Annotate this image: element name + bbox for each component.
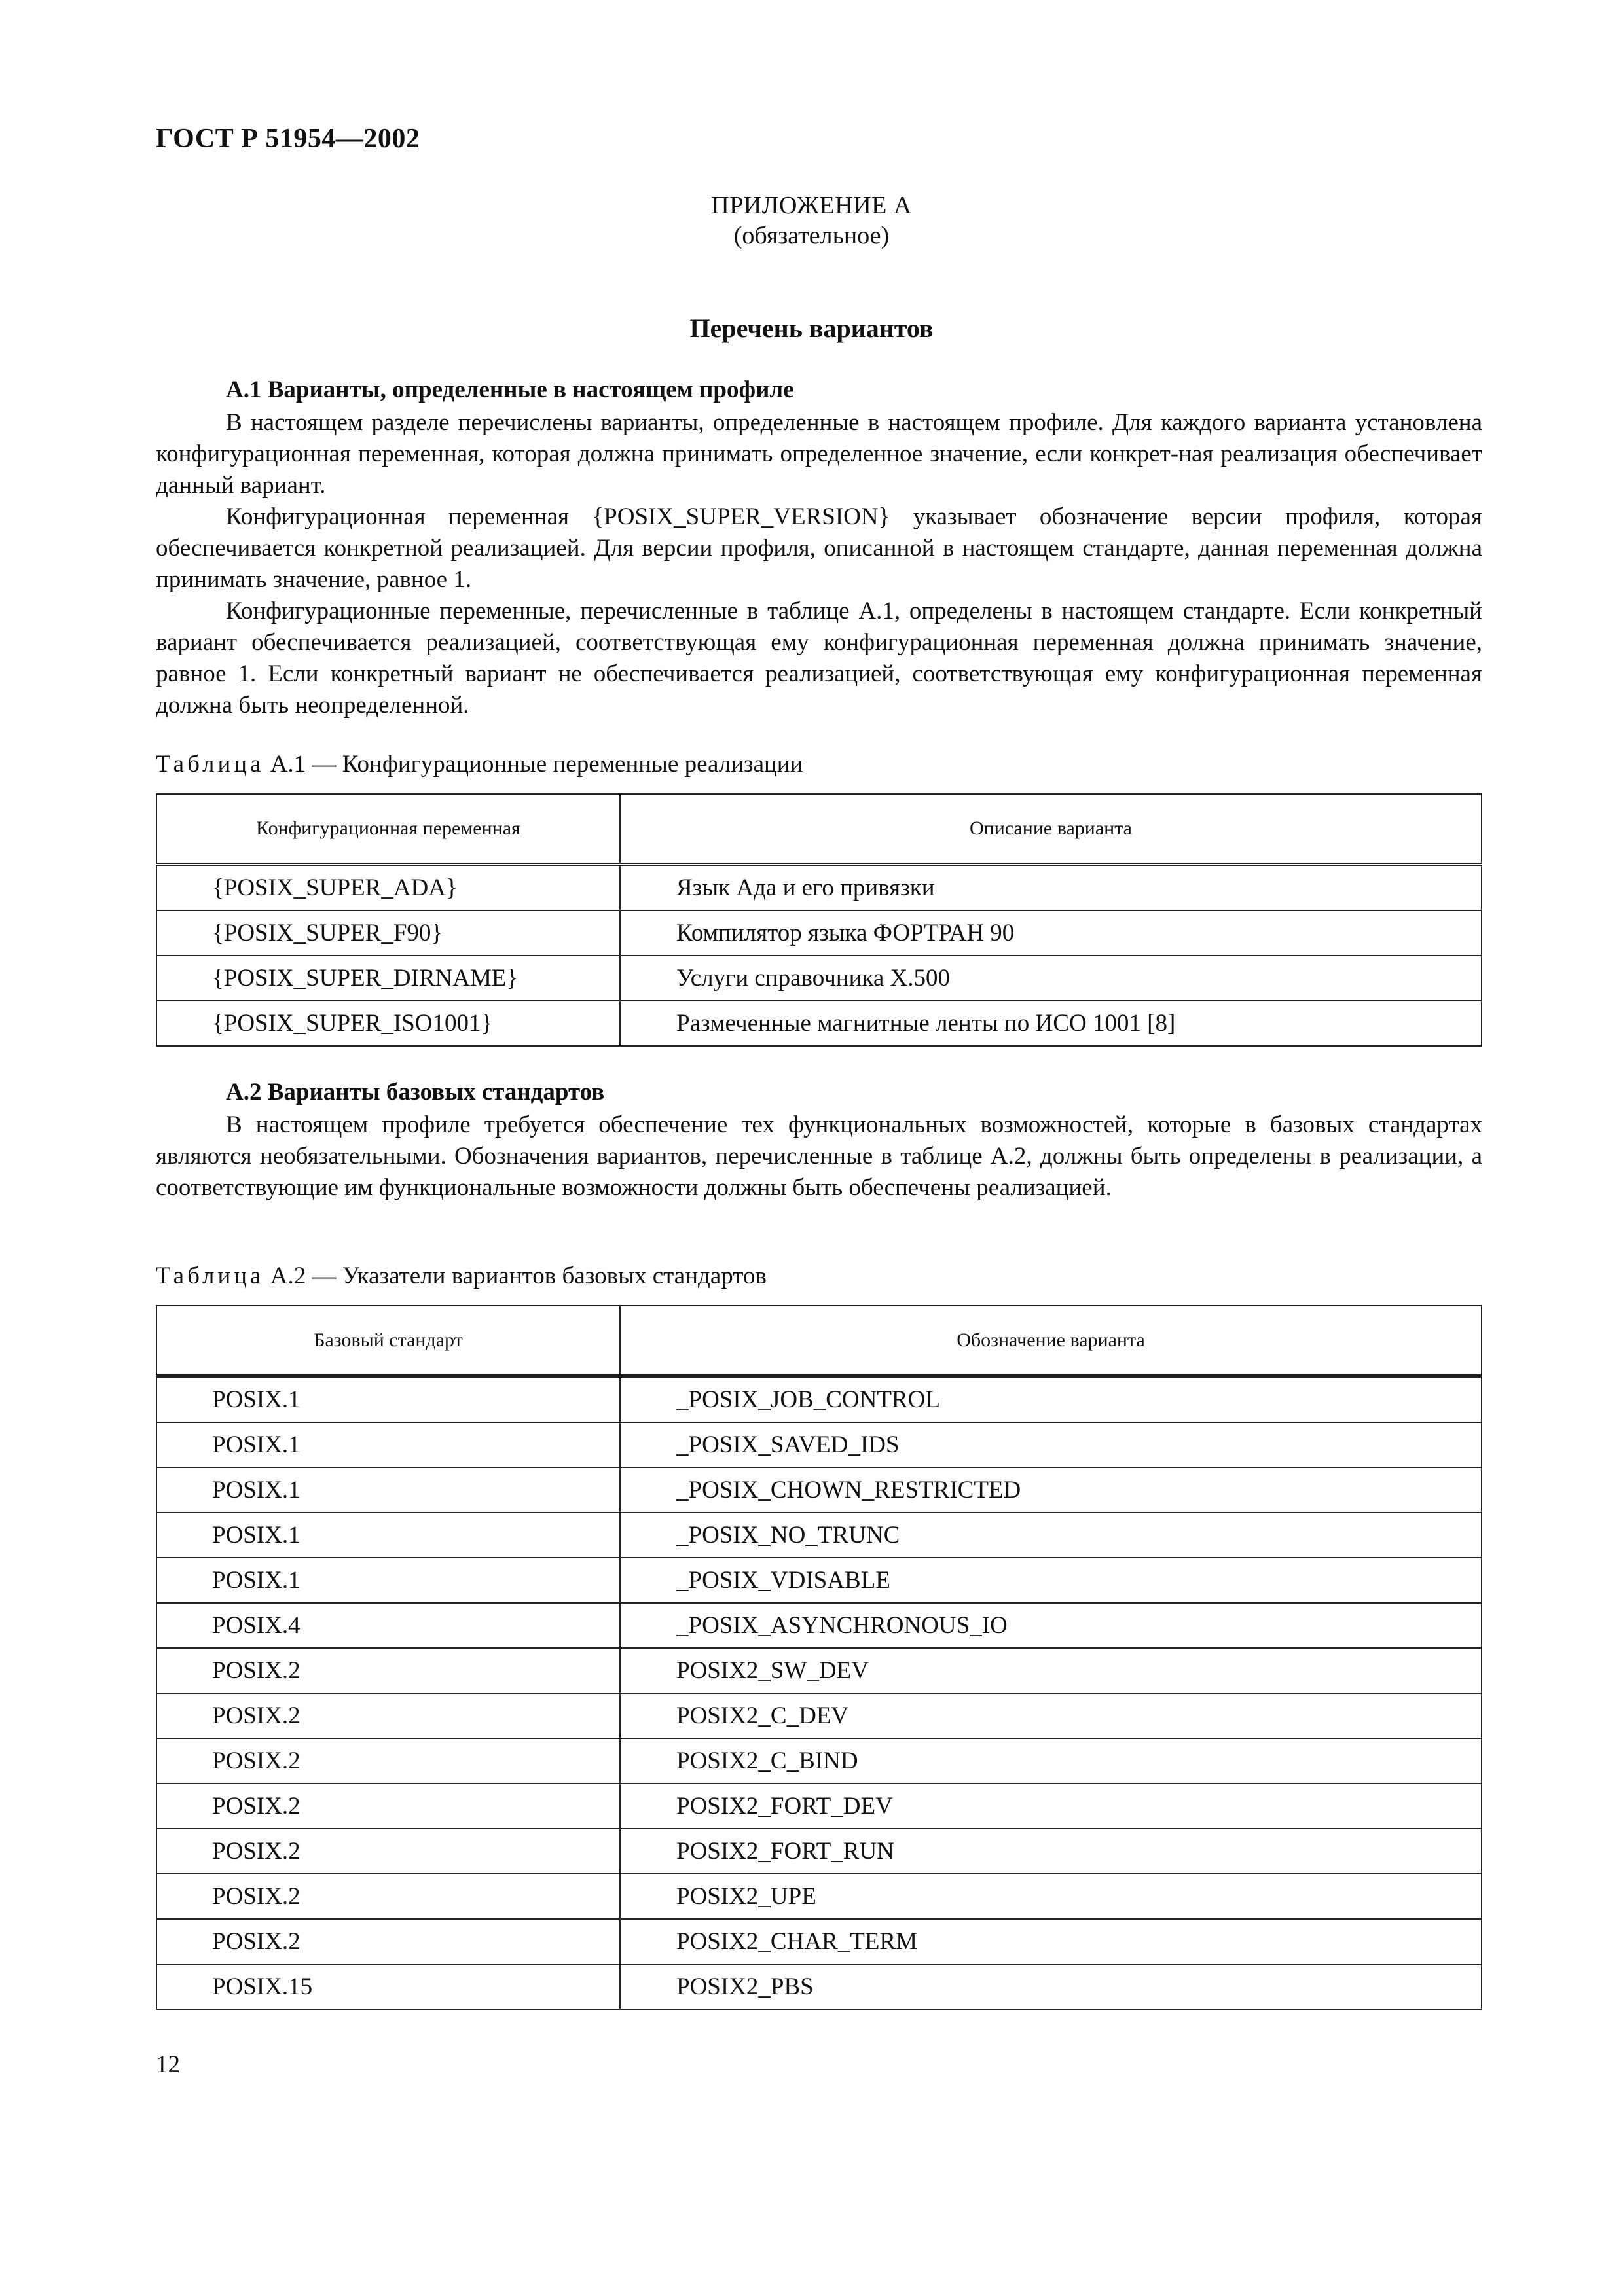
table-cell: POSIX.2 — [156, 1829, 620, 1874]
document-id: ГОСТ Р 51954—2002 — [156, 124, 420, 154]
table-cell: POSIX2_SW_DEV — [620, 1648, 1482, 1693]
table-row — [156, 1874, 1482, 1919]
page-number: 12 — [156, 2051, 180, 2078]
table-cell: {POSIX_SUPER_ADA} — [156, 865, 620, 911]
table-row — [156, 1784, 1482, 1829]
table-cell: POSIX.2 — [156, 1874, 620, 1919]
table-row — [156, 1738, 1482, 1784]
paragraph-a1-2: Конфигурационная переменная {POSIX_SUPER_VERSION} указывает обозначение версии профиля, которая обеспечивается конкретной реализацией. Для версии профиля, описанной в настоящем стандарте, данная переменная должна принимать значение, равное 1. — [156, 503, 1482, 593]
table-header-cell: Описание варианта — [620, 794, 1482, 865]
table-header-cell: Базовый стандарт — [156, 1306, 620, 1376]
table-cell: POSIX.2 — [156, 1738, 620, 1784]
table-cell: POSIX.2 — [156, 1784, 620, 1829]
table-cell: POSIX.15 — [156, 1964, 620, 2009]
table-a2-caption-text: А.2 — Указатели вариантов базовых стандартов — [270, 1263, 767, 1289]
table-row — [156, 1603, 1482, 1648]
table-a1 — [156, 793, 1482, 1047]
table-row — [156, 956, 1482, 1001]
table-cell: Язык Ада и его привязки — [620, 865, 1482, 911]
table-cell: POSIX.1 — [156, 1422, 620, 1467]
table-cell: POSIX2_UPE — [620, 1874, 1482, 1919]
table-cell: _POSIX_SAVED_IDS — [620, 1422, 1482, 1467]
table-cell: _POSIX_VDISABLE — [620, 1558, 1482, 1603]
table-a1-caption — [156, 750, 803, 778]
table-a2-caption — [156, 1262, 767, 1290]
table-row — [156, 1829, 1482, 1874]
paragraph-a1-3: Конфигурационные переменные, перечисленные в таблице А.1, определены в настоящем стандарте. Если конкретный вариант обеспечивается реализацией, соответствующая ему конфигурационная переменная должна принимать значение, равное 1. Если конкретный вариант не обеспечивается реализацией, соответствующая ему конфигурационная переменная должна быть неопределенной. — [156, 598, 1482, 719]
table-a1-caption-text: А.1 — Конфигурационные переменные реализации — [270, 751, 803, 778]
table-cell: POSIX.2 — [156, 1919, 620, 1964]
table-cell: POSIX.1 — [156, 1467, 620, 1513]
paragraph-a2-1: В настоящем профиле требуется обеспечение тех функциональных возможностей, которые в базовых стандартах являются необязательными. Обозначения вариантов, перечисленные в таблице А.2, должны быть определены в реализации, а соответствующие им функциональные возможности должны быть обеспечены реализацией. — [156, 1111, 1482, 1201]
table-cell: POSIX.1 — [156, 1513, 620, 1558]
table-cell: {POSIX_SUPER_DIRNAME} — [156, 956, 620, 1001]
annex-status: (обязательное) — [733, 222, 890, 249]
table-row — [156, 1001, 1482, 1046]
table-cell: _POSIX_JOB_CONTROL — [620, 1376, 1482, 1423]
paragraph-a1-1: В настоящем разделе перечислены варианты, определенные в настоящем профиле. Для каждого варианта установлена конфигурационная переменная, которая должна принимать определенное значение, если конкрет-ная реализация обеспечивает данный вариант. — [156, 409, 1482, 499]
table-cell: POSIX.1 — [156, 1558, 620, 1603]
table-cell: _POSIX_ASYNCHRONOUS_IO — [620, 1603, 1482, 1648]
table-cell: POSIX2_FORT_DEV — [620, 1784, 1482, 1829]
table-cell: POSIX2_C_BIND — [620, 1738, 1482, 1784]
table-header-row — [156, 794, 1482, 865]
table-cell: {POSIX_SUPER_ISO1001} — [156, 1001, 620, 1046]
table-cell: POSIX2_FORT_RUN — [620, 1829, 1482, 1874]
table-a1-caption-word: Таблица — [156, 751, 264, 778]
table-row — [156, 1558, 1482, 1603]
table-row — [156, 1513, 1482, 1558]
table-row — [156, 1422, 1482, 1467]
table-row — [156, 1648, 1482, 1693]
table-header-cell: Конфигурационная переменная — [156, 794, 620, 865]
table-row — [156, 1376, 1482, 1423]
subsection-heading-a2: А.2 Варианты базовых стандартов — [226, 1079, 605, 1105]
table-row — [156, 1467, 1482, 1513]
table-cell: Размеченные магнитные ленты по ИСО 1001 [8] — [620, 1001, 1482, 1046]
table-header-cell: Обозначение варианта — [620, 1306, 1482, 1376]
table-cell: POSIX.2 — [156, 1693, 620, 1738]
table-header-row — [156, 1306, 1482, 1376]
table-row — [156, 910, 1482, 956]
table-a2 — [156, 1305, 1482, 2010]
table-row — [156, 1964, 1482, 2009]
table-cell: POSIX.4 — [156, 1603, 620, 1648]
table-row — [156, 865, 1482, 911]
table-row — [156, 1919, 1482, 1964]
section-title: Перечень вариантов — [689, 314, 934, 343]
annex-title: ПРИЛОЖЕНИЕ А — [711, 192, 912, 219]
table-cell: {POSIX_SUPER_F90} — [156, 910, 620, 956]
table-cell: Услуги справочника Х.500 — [620, 956, 1482, 1001]
table-cell: _POSIX_CHOWN_RESTRICTED — [620, 1467, 1482, 1513]
table-row — [156, 1693, 1482, 1738]
table-cell: POSIX2_PBS — [620, 1964, 1482, 2009]
table-cell: POSIX2_CHAR_TERM — [620, 1919, 1482, 1964]
subsection-heading-a1: А.1 Варианты, определенные в настоящем профиле — [226, 376, 794, 403]
table-cell: POSIX2_C_DEV — [620, 1693, 1482, 1738]
table-cell: Компилятор языка ФОРТРАН 90 — [620, 910, 1482, 956]
table-cell: POSIX.1 — [156, 1376, 620, 1423]
table-cell: POSIX.2 — [156, 1648, 620, 1693]
table-a2-caption-word: Таблица — [156, 1263, 264, 1289]
table-cell: _POSIX_NO_TRUNC — [620, 1513, 1482, 1558]
